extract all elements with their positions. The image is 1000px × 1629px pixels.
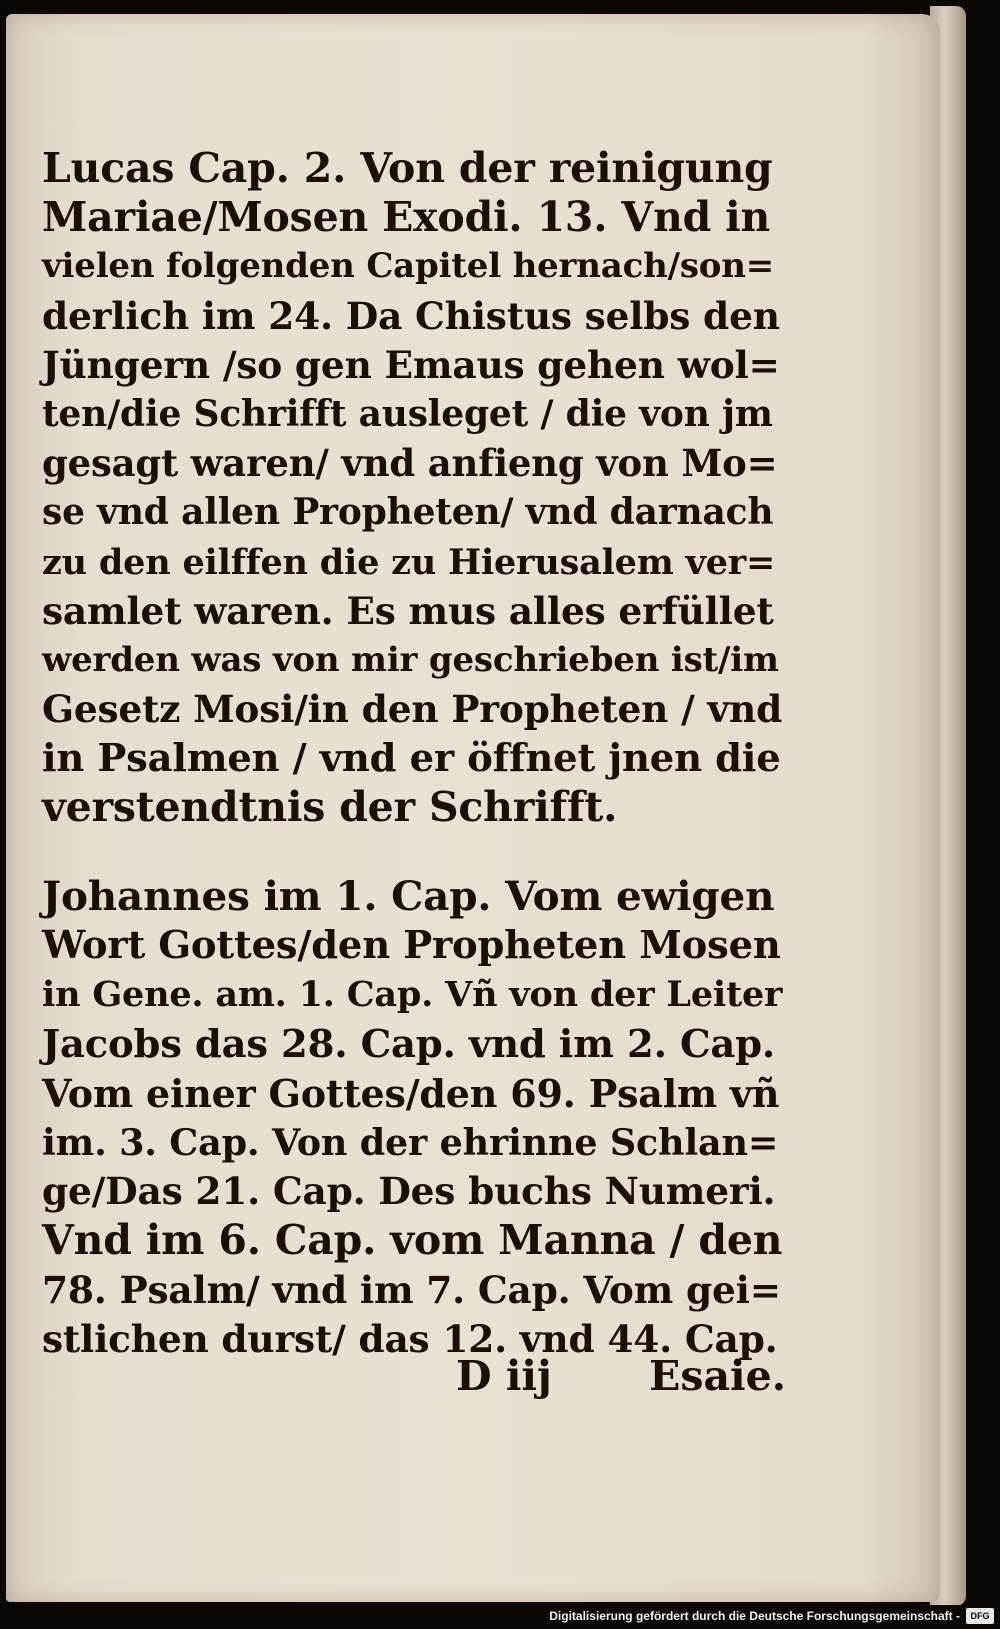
page-footer-line — [456, 1352, 786, 1400]
text-line: ten/die Schrifft ausleget / die von jm — [42, 392, 773, 435]
catchword: Esaie. — [649, 1352, 786, 1400]
text-line: 78. Psalm/ vnd im 7. Cap. Vom gei= — [42, 1267, 781, 1312]
paragraph-lucas — [42, 144, 782, 833]
text-line: Johannes im 1. Cap. Vom ewigen — [42, 872, 775, 920]
text-line: vielen folgenden Capitel hernach/son= — [42, 246, 775, 287]
text-line: Lucas Cap. 2. Von der reinigung — [42, 144, 773, 192]
text-line: samlet waren. Es mus alles erfüllet — [42, 588, 774, 633]
text-line: zu den eilffen die zu Hierusalem ver= — [42, 541, 776, 583]
paragraph-johannes — [42, 872, 782, 1364]
text-line: verstendtnis der Schrifft. — [42, 783, 618, 832]
text-line: in Psalmen / vnd er öffnet jnen die — [42, 736, 781, 782]
text-line: Vom einer Gottes/den 69. Psalm vñ — [42, 1070, 780, 1116]
text-line: werden was von mir geschrieben ist/im — [42, 639, 779, 680]
text-line: Jacobs das 28. Cap. vnd im 2. Cap. — [42, 1021, 776, 1067]
text-line: Jüngern /so gen Emaus gehen wol= — [42, 342, 780, 387]
text-line: ge/Das 21. Cap. Des buchs Numeri. — [42, 1169, 776, 1214]
funding-credit: Digitalisierung gefördert durch die Deutsche Forschungsgemeinschaft - — [549, 1609, 960, 1623]
book-page — [6, 14, 940, 1602]
scan-footer — [0, 1605, 1000, 1629]
text-line: Mariae/Mosen Exodi. 13. Vnd in — [42, 193, 771, 242]
text-line: se vnd allen Propheten/ vnd darnach — [42, 491, 774, 534]
text-line: Gesetz Mosi/in den Propheten / vnd — [42, 687, 783, 732]
signature-mark: D iij — [456, 1352, 552, 1400]
text-line: im. 3. Cap. Von der ehrinne Schlan= — [42, 1120, 779, 1164]
text-line: gesagt waren/ vnd anfieng von Mo= — [42, 441, 778, 486]
text-line: in Gene. am. 1. Cap. Vñ von der Leiter — [42, 974, 783, 1016]
dfg-logo-icon: DFG — [966, 1608, 994, 1624]
text-line: Wort Gottes/den Propheten Mosen — [42, 923, 781, 969]
text-line: Vnd im 6. Cap. vom Manna / den — [42, 1216, 783, 1265]
text-line: stlichen durst/ das 12. vnd 44. Cap. — [42, 1316, 778, 1361]
text-line: derlich im 24. Da Chistus selbs den — [42, 293, 780, 338]
